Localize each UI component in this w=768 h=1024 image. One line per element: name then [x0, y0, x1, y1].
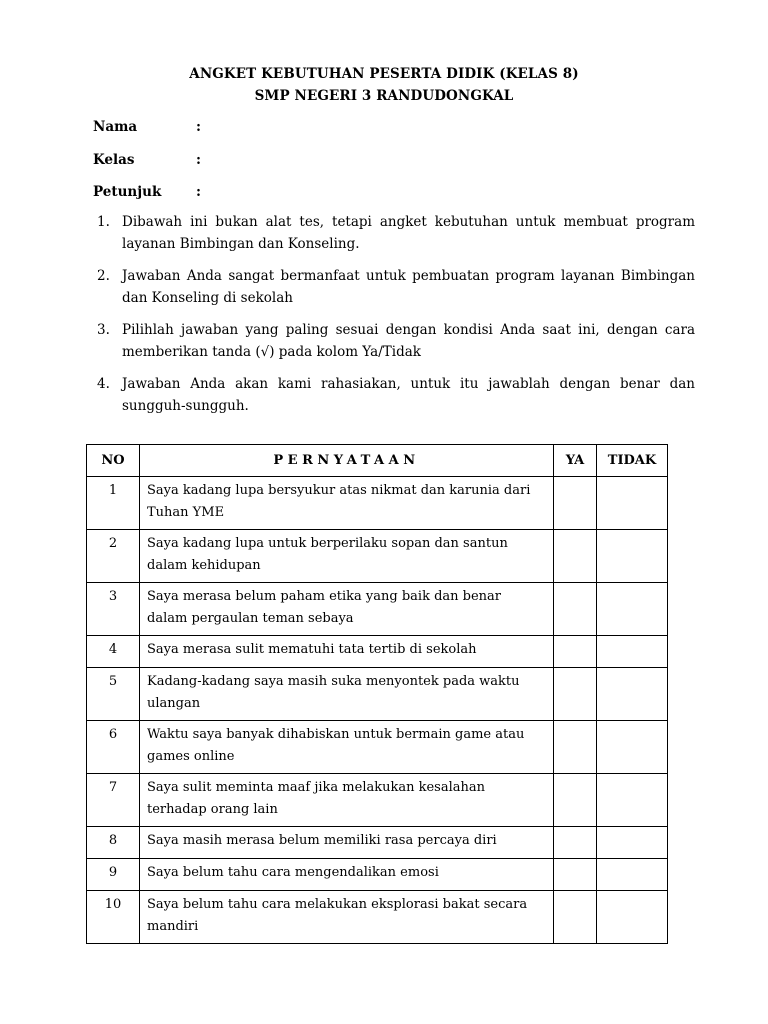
- checkbox-tidak[interactable]: [597, 859, 668, 891]
- checkbox-ya[interactable]: [554, 827, 597, 859]
- table-row: [87, 859, 668, 891]
- checkbox-tidak[interactable]: [597, 583, 668, 636]
- table-row: [87, 721, 668, 774]
- instruction-item: [97, 319, 695, 363]
- checkbox-ya[interactable]: [554, 530, 597, 583]
- row-number: 4: [87, 636, 140, 668]
- instruction-text: Dibawah ini bukan alat tes, tetapi angket kebutuhan untuk membuat program layanan Bimbingan dan Konseling.: [122, 214, 695, 252]
- row-number: 6: [87, 721, 140, 774]
- field-label: Kelas: [93, 152, 135, 168]
- table-row: [87, 774, 668, 827]
- field-petunjuk: [93, 184, 201, 200]
- row-statement: Saya merasa belum paham etika yang baik dan benar dalam pergaulan teman sebaya: [140, 583, 554, 636]
- checkbox-tidak[interactable]: [597, 668, 668, 721]
- table-row: [87, 636, 668, 668]
- instruction-text: Pilihlah jawaban yang paling sesuai dengan kondisi Anda saat ini, dengan cara memberikan tanda (√) pada kolom Ya/Tidak: [122, 322, 695, 360]
- row-statement: Saya masih merasa belum memiliki rasa percaya diri: [140, 827, 554, 859]
- header-tidak: TIDAK: [597, 445, 668, 477]
- row-number: 5: [87, 668, 140, 721]
- table-row: [87, 530, 668, 583]
- field-label: Petunjuk: [93, 184, 162, 200]
- instruction-number: 2.: [97, 268, 110, 284]
- field-label: Nama: [93, 119, 138, 135]
- row-statement: Saya sulit meminta maaf jika melakukan kesalahan terhadap orang lain: [140, 774, 554, 827]
- table-row: [87, 891, 668, 944]
- field-colon: :: [196, 152, 201, 168]
- school-name: SMP NEGERI 3 RANDUDONGKAL: [254, 88, 514, 104]
- row-number: 2: [87, 530, 140, 583]
- row-number: 7: [87, 774, 140, 827]
- checkbox-tidak[interactable]: [597, 530, 668, 583]
- questionnaire-table: [86, 444, 668, 944]
- checkbox-ya[interactable]: [554, 774, 597, 827]
- checkbox-tidak[interactable]: [597, 477, 668, 530]
- instruction-item: [97, 211, 695, 255]
- row-number: 9: [87, 859, 140, 891]
- table-row: [87, 827, 668, 859]
- row-number: 10: [87, 891, 140, 944]
- checkbox-ya[interactable]: [554, 891, 597, 944]
- instruction-number: 4.: [97, 376, 110, 392]
- field-kelas: [93, 152, 201, 168]
- header-no: NO: [87, 445, 140, 477]
- field-colon: :: [196, 184, 201, 200]
- checkbox-tidak[interactable]: [597, 827, 668, 859]
- document-title: ANGKET KEBUTUHAN PESERTA DIDIK (KELAS 8): [189, 66, 579, 82]
- row-number: 8: [87, 827, 140, 859]
- row-number: 3: [87, 583, 140, 636]
- checkbox-ya[interactable]: [554, 583, 597, 636]
- table-row: [87, 668, 668, 721]
- checkbox-tidak[interactable]: [597, 636, 668, 668]
- checkbox-tidak[interactable]: [597, 891, 668, 944]
- row-statement: Saya belum tahu cara melakukan eksplorasi bakat secara mandiri: [140, 891, 554, 944]
- checkbox-ya[interactable]: [554, 668, 597, 721]
- instruction-list: [97, 211, 695, 427]
- row-statement: Saya merasa sulit mematuhi tata tertib di sekolah: [140, 636, 554, 668]
- row-statement: Kadang-kadang saya masih suka menyontek pada waktu ulangan: [140, 668, 554, 721]
- checkbox-ya[interactable]: [554, 636, 597, 668]
- row-statement: Waktu saya banyak dihabiskan untuk bermain game atau games online: [140, 721, 554, 774]
- field-colon: :: [196, 119, 201, 135]
- instruction-text: Jawaban Anda akan kami rahasiakan, untuk itu jawablah dengan benar dan sungguh-sungguh.: [122, 376, 695, 414]
- row-statement: Saya kadang lupa untuk berperilaku sopan dan santun dalam kehidupan: [140, 530, 554, 583]
- table-row: [87, 583, 668, 636]
- checkbox-ya[interactable]: [554, 721, 597, 774]
- instruction-item: [97, 265, 695, 309]
- row-statement: Saya kadang lupa bersyukur atas nikmat dan karunia dari Tuhan YME: [140, 477, 554, 530]
- instruction-item: [97, 373, 695, 417]
- field-nama: [93, 119, 201, 135]
- checkbox-ya[interactable]: [554, 859, 597, 891]
- row-statement: Saya belum tahu cara mengendalikan emosi: [140, 859, 554, 891]
- table-header-row: [87, 445, 668, 477]
- table-row: [87, 477, 668, 530]
- row-number: 1: [87, 477, 140, 530]
- checkbox-tidak[interactable]: [597, 721, 668, 774]
- header-statement: PERNYATAAN: [140, 445, 554, 477]
- checkbox-ya[interactable]: [554, 477, 597, 530]
- instruction-number: 1.: [97, 214, 110, 230]
- header-ya: YA: [554, 445, 597, 477]
- checkbox-tidak[interactable]: [597, 774, 668, 827]
- instruction-number: 3.: [97, 322, 110, 338]
- instruction-text: Jawaban Anda sangat bermanfaat untuk pembuatan program layanan Bimbingan dan Konseling di sekolah: [122, 268, 695, 306]
